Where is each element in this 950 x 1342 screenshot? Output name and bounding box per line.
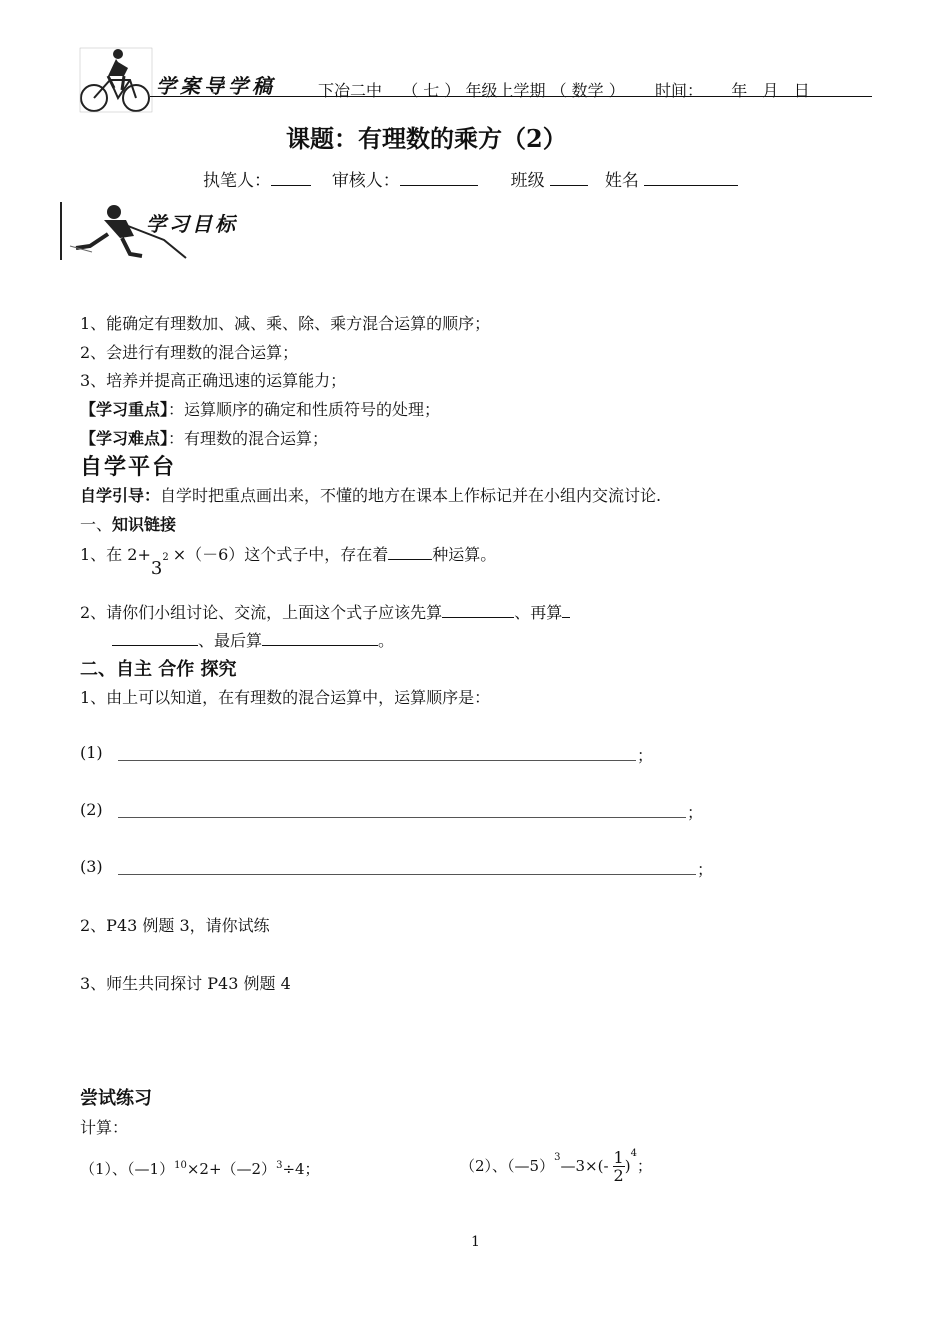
q2-then: 、再算	[514, 603, 563, 622]
class-label: 班级	[510, 171, 545, 191]
p1-middle: ×2+（—2）	[186, 1160, 277, 1178]
page-number: 1	[471, 1234, 480, 1250]
section2-intro: 1、由上可以知道，在有理数的混合运算中，运算顺序是：	[80, 688, 491, 707]
grade-text: 年级上学期	[465, 81, 546, 100]
p1-start: （1）、（—1）	[80, 1160, 175, 1178]
date-units: 年 月 日	[731, 81, 810, 100]
practice-problem-2	[460, 1144, 652, 1184]
name-field[interactable]	[644, 169, 738, 186]
difficulty-label: 【学习难点】	[80, 429, 169, 448]
key-point-text: ：运算顺序的确定和性质符号的处理；	[168, 400, 441, 419]
guide-label: 自学引导：	[80, 486, 161, 505]
step-1-semicolon: ；	[637, 746, 654, 765]
author-line	[203, 166, 738, 191]
practice-compute: 计算：	[80, 1118, 129, 1137]
subject-text: （ 数学 ）	[550, 81, 625, 100]
time-label: 时间：	[655, 81, 704, 100]
q1-exponent: 2	[162, 551, 169, 563]
order-step-3	[80, 857, 103, 876]
q2-blank-tail[interactable]	[562, 601, 570, 618]
section1-heading	[80, 512, 176, 535]
step-3-label: (3)	[80, 857, 103, 876]
p2-end: ；	[636, 1157, 652, 1175]
grade-paren: （ 七 ）	[402, 81, 461, 100]
step-3-semicolon: ；	[697, 860, 714, 879]
p1-exponent-1: 10	[174, 1160, 187, 1171]
header-school	[318, 78, 625, 101]
q2-blank-second[interactable]	[112, 629, 198, 646]
step-2-semicolon: ；	[687, 803, 704, 822]
objective-item-1: 1、能确定有理数加、减、乘、除、乘方混合运算的顺序；	[80, 314, 491, 333]
question-1	[80, 542, 497, 579]
writer-field[interactable]	[271, 169, 311, 186]
q1-base: 3	[150, 558, 163, 579]
section1-prefix: 一、	[80, 515, 113, 534]
objective-item-2: 2、会进行有理数的混合运算；	[80, 343, 299, 362]
p2-close-paren: )	[624, 1157, 631, 1175]
p2-denominator: 2	[613, 1165, 624, 1185]
page-title: 课题：有理数的乘方（2）	[286, 124, 567, 153]
p2-exponent-2: 4	[630, 1148, 637, 1159]
section2-heading: 二、自主 合作 探究	[80, 659, 237, 680]
step-1-label: (1)	[80, 743, 103, 762]
q2-blank-first[interactable]	[442, 601, 514, 618]
q2-start: 2、请你们小组讨论、交流，上面这个式子应该先算	[80, 603, 443, 622]
difficulty-point	[80, 426, 328, 449]
q2-end: 。	[378, 631, 395, 650]
question-2-line2	[112, 628, 394, 651]
q2-blank-third[interactable]	[262, 629, 378, 646]
q1-start: 1、在 2+	[80, 545, 151, 564]
key-point-label: 【学习重点】	[80, 400, 169, 419]
section1-title: 知识链接	[112, 515, 177, 534]
step-1-line[interactable]	[118, 760, 636, 761]
school-name: 下冶二中	[318, 81, 383, 100]
writer-label: 执笔人：	[203, 171, 271, 191]
p1-end: ÷4；	[282, 1160, 320, 1178]
step-3-line[interactable]	[118, 874, 696, 875]
q1-middle: ×（－6）这个式子中，存在着	[172, 545, 389, 564]
order-step-1	[80, 743, 103, 762]
reviewer-field[interactable]	[400, 169, 478, 186]
header-time	[655, 78, 810, 101]
self-study-heading: 自学平台	[80, 455, 177, 480]
guide-text: 自学时把重点画出来，不懂的地方在课本上作标记并在小组内交流讨论.	[160, 486, 662, 505]
practice-heading: 尝试练习	[80, 1088, 152, 1109]
p1-exponent-2: 3	[276, 1160, 283, 1171]
key-point	[80, 397, 440, 420]
header-brand: 学案导学稿	[156, 74, 276, 98]
example-3: 2、P43 例题 3，请你试练	[80, 916, 270, 935]
question-2-line1	[80, 600, 570, 623]
order-step-2	[80, 800, 103, 819]
p2-start: （2）、（—5）	[460, 1157, 555, 1175]
p2-middle: —3×(	[560, 1157, 604, 1175]
q2-last: 、最后算	[198, 631, 263, 650]
p2-exponent-1: 3	[554, 1152, 561, 1163]
p2-numerator: 1	[613, 1147, 624, 1167]
difficulty-text: ：有理数的混合运算；	[168, 429, 329, 448]
objective-item-3: 3、培养并提高正确迅速的运算能力；	[80, 371, 347, 390]
objectives-banner	[60, 200, 250, 262]
step-2-line[interactable]	[118, 817, 686, 818]
header-cyclist-image	[78, 46, 154, 114]
p2-sign: -	[603, 1157, 609, 1175]
q1-blank[interactable]	[388, 543, 432, 560]
header-rule	[150, 96, 872, 97]
example-4: 3、师生共同探讨 P43 例题 4	[80, 974, 291, 993]
reviewer-label: 审核人：	[331, 171, 400, 191]
practice-problem-1	[80, 1158, 320, 1179]
p2-fraction	[613, 1149, 625, 1184]
self-study-guide	[80, 483, 661, 506]
q1-end: 种运算。	[432, 545, 497, 564]
name-label: 姓名	[604, 171, 639, 191]
step-2-label: (2)	[80, 800, 103, 819]
cyclist-icon	[78, 46, 154, 114]
objectives-banner-text: 学习目标	[146, 212, 238, 236]
class-field[interactable]	[550, 169, 588, 186]
